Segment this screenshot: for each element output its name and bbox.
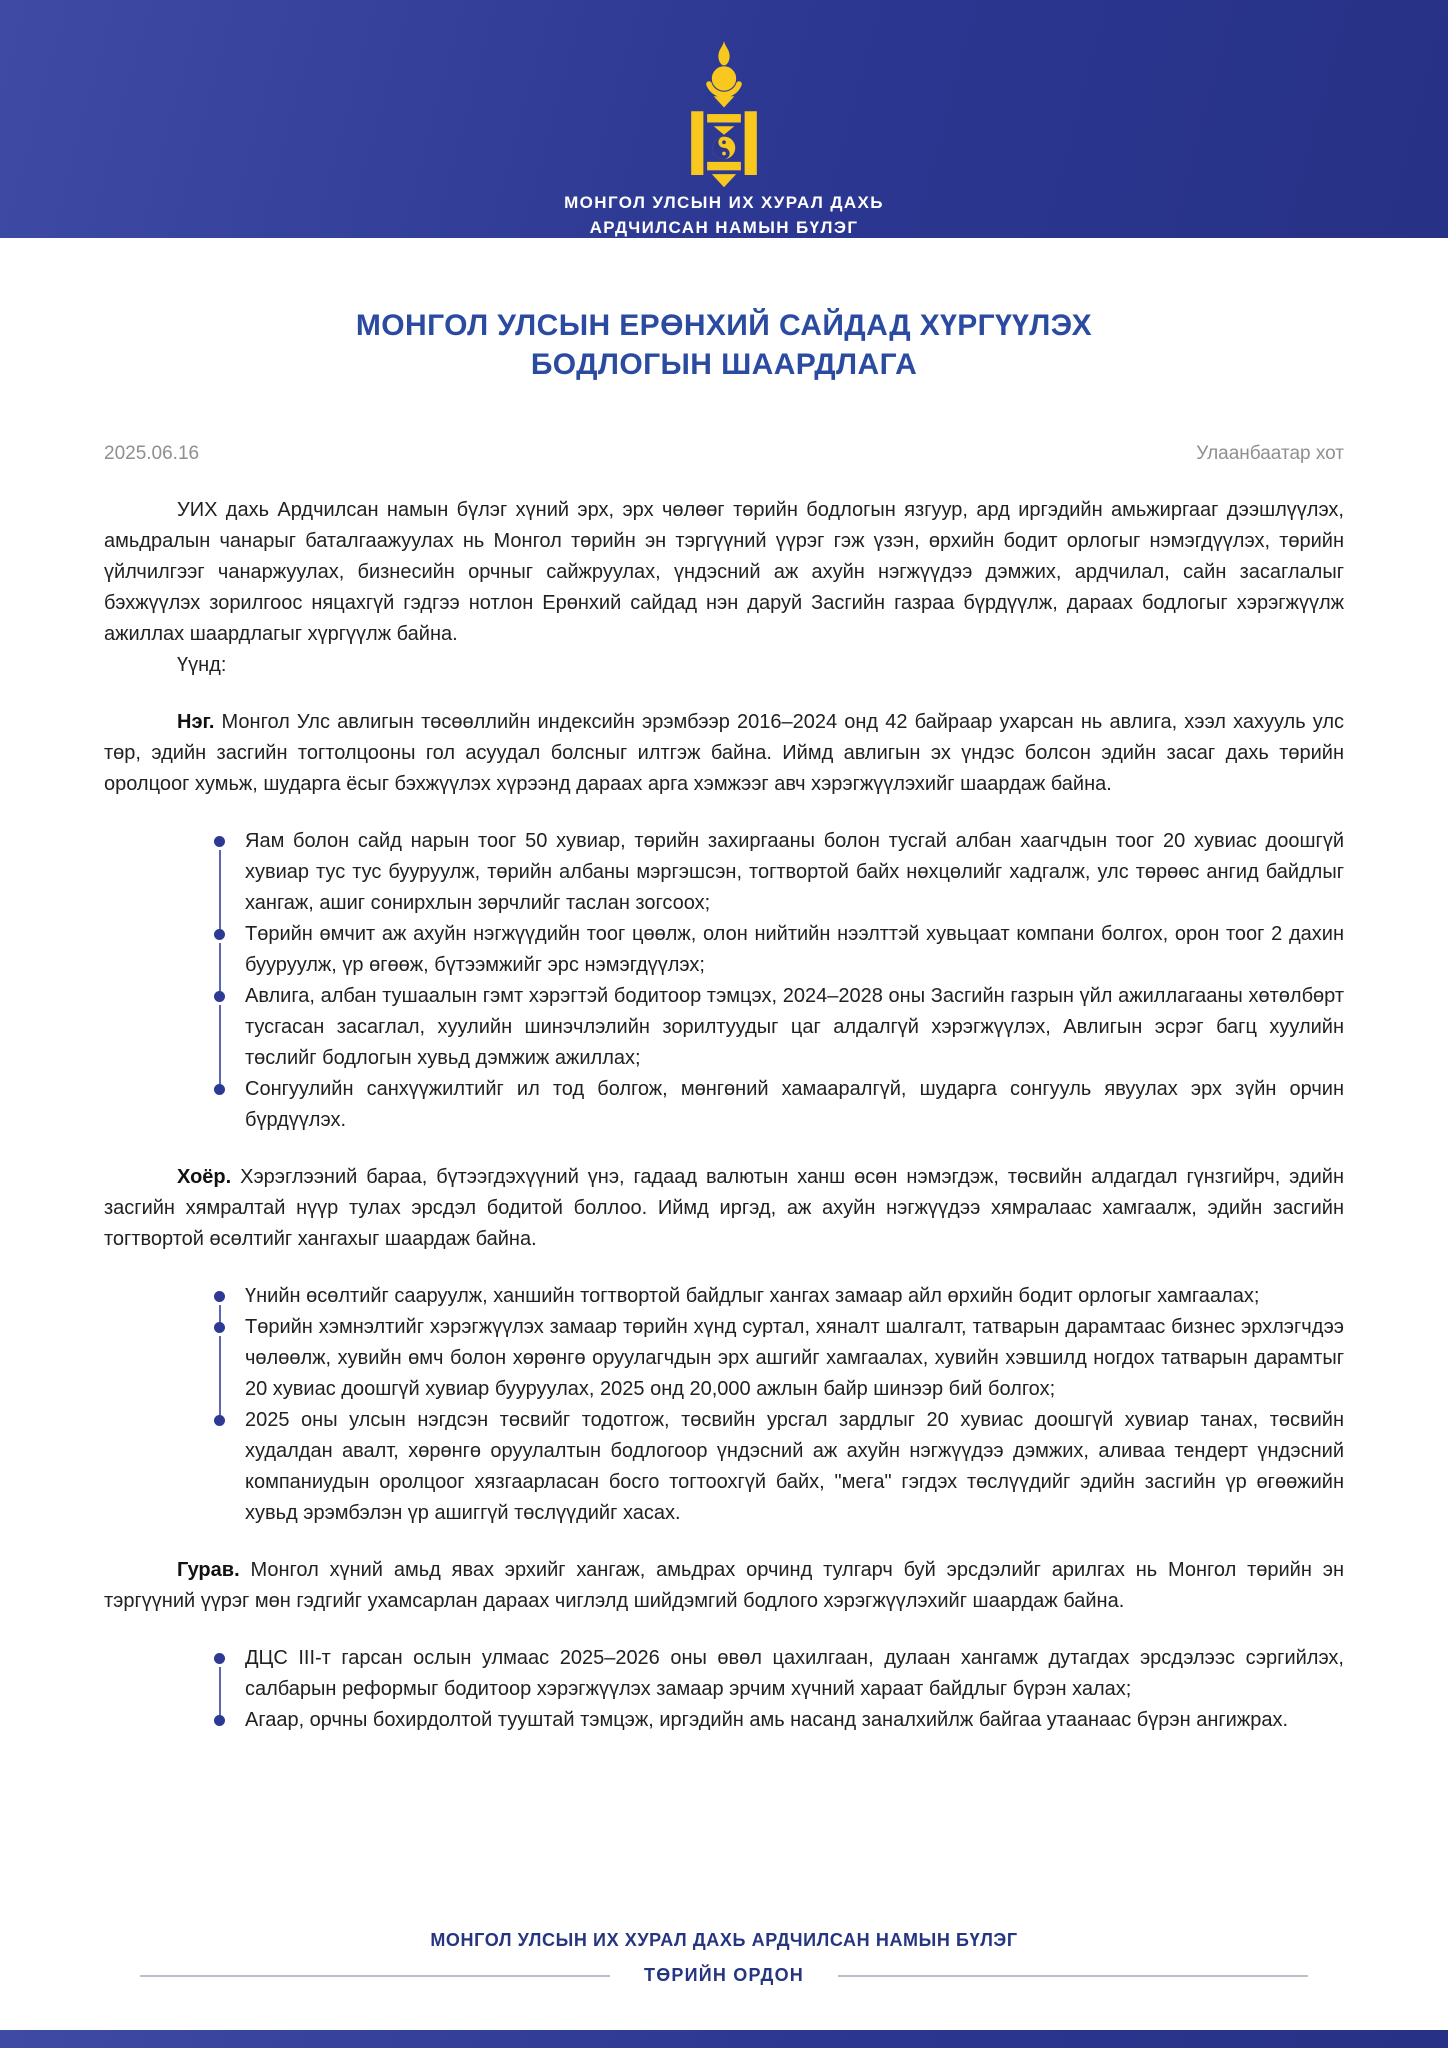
document-date: 2025.06.16 (104, 443, 200, 464)
intro-paragraph (104, 495, 1344, 650)
document-body (0, 438, 1448, 1736)
bottom-band (0, 2030, 1448, 2048)
document-footer (0, 1930, 1448, 1986)
section-two-text: Хэрэглээний бараа, бүтээгдэхүүний үнэ, гадаад валютын ханш өсөн нэмэгдэж, төсвийн алдагдал гүнзгийрч, эдийн засгийн хямралтай нүүр тулах эрсдэл бодитой боллоо. Иймд иргэд, аж ахуйн нэгжүүдээ хямралаас хамгаалж, эдийн засгийн тогтвортой өсөлтийг хангахыг шаардаж байна. (104, 1166, 1344, 1250)
footer-rule-left (140, 1975, 610, 1977)
list-item: Агаар, орчны бохирдолтой тууштай тэмцэж, иргэдийн амь насанд заналхийлж байгаа утаанаас бүрэн ангижрах. (214, 1705, 1344, 1736)
page-title-line1: МОНГОЛ УЛСЫН ЕРӨНХИЙ САЙДАД ХҮРГҮҮЛЭХ (355, 309, 1093, 342)
list-item: Сонгуулийн санхүүжилтийг ил тод болгож, мөнгөний хамааралгүй, шударга сонгууль явуулах эрх зүйн орчин бүрдүүлэх. (214, 1074, 1344, 1136)
section-two-paragraph (104, 1162, 1344, 1255)
header-band (0, 0, 1448, 238)
list-item: Төрийн хэмнэлтийг хэрэгжүүлэх замаар төрийн хүнд суртал, хяналт шалгалт, татварын дарамтаас бизнес эрхлэгчдээ чөлөөлж, хувийн өмч болон хөрөнгө оруулагчдын эрх ашгийг хамгаалах, хувийн хэвшилд ногдох татварын дарамтыг 20 хувиас доошгүй хувиар бууруулах, 2025 онд 20,000 ажлын байр шинээр бий болгох; (214, 1312, 1344, 1405)
footer-org-line: МОНГОЛ УЛСЫН ИХ ХУРАЛ ДАХЬ АРДЧИЛСАН НАМЫН БҮЛЭГ (430, 1930, 1018, 1950)
section-two-bullet-list (214, 1281, 1344, 1529)
page-title (0, 306, 1448, 384)
section-three-lead: Гурав. (177, 1559, 240, 1581)
document-city: Улаанбаатар хот (1196, 443, 1344, 464)
list-item: 2025 оны улсын нэгдсэн төсвийг тодотгож, төсвийн урсгал зардлыг 20 хувиас доошгүй хувиар танах, төсвийн худалдан авалт, хөрөнгө оруулалтын бодлогоор үндэсний аж ахуйн нэгжүүдээ дэмжих, аливаа тендерт үндэсний компаниудын оролцоог хязгаарласан босго тогтоохгүй байх, "мега" гэгдэх төслүүдийг эдийн засгийн үр өгөөжийн хувьд эрэмбэлэн үр ашиггүй төслүүдийг хасах. (214, 1405, 1344, 1529)
page-title-line2: БОДЛОГЫН ШААРДЛАГА (530, 348, 918, 381)
list-item: ДЦС III-т гарсан ослын улмаас 2025–2026 оны өвөл цахилгаан, дулаан хангамж дутагдах эрсдэлээс сэргийлэх, салбарын реформыг бодитоор хэрэгжүүлэх замаар эрчим хүчний хараат байдлыг бүрэн халах; (214, 1643, 1344, 1705)
section-three-bullet-list (214, 1643, 1344, 1736)
section-one-lead: Нэг. (177, 711, 215, 733)
list-item: Авлига, албан тушаалын гэмт хэрэгтэй бодитоор тэмцэх, 2024–2028 оны Засгийн газрын үйл ажиллагааны хөтөлбөрт тусгасан засаглал, хуулийн шинэчлэлийн зорилтуудыг цаг алдалгүй хэрэгжүүлэх, Авлигын эсрэг багц хуулийн төслийг бодлогын хувьд дэмжиж ажиллах; (214, 981, 1344, 1074)
list-item: Төрийн өмчит аж ахуйн нэгжүүдийн тоог цөөлж, олон нийтийн нээлттэй хувьцаат компани болгох, орон тоог 2 дахин бууруулж, үр өгөөж, бүтээмжийг эрс нэмэгдүүлэх; (214, 919, 1344, 981)
list-item: Яам болон сайд нарын тоог 50 хувиар, төрийн захиргааны болон тусгай албан хаагчдын тоог 20 хувиас доошгүй хувиар тус тус бууруулж, төрийн албаны мэргэшсэн, тогтвортой байх нөхцөлийг хадгалж, улс төрөөс ангид байдлыг хангаж, ашиг сонирхлын зөрчлийг таслан зогсоох; (214, 826, 1344, 919)
section-one-bullet-list (214, 826, 1344, 1136)
intro-und-label: Үүнд: (177, 654, 227, 676)
section-two-lead: Хоёр. (177, 1166, 232, 1188)
section-three-text: Монгол хүний амьд явах эрхийг хангаж, амьдрах орчинд тулгарч буй эрсдэлийг арилгах нь Монгол төрийн эн тэргүүний үүрэг мөн гэдгийг ухамсарлан дараах чиглэлд шийдэмгий бодлого хэрэгжүүлэхийг шаардаж байна. (104, 1559, 1344, 1612)
header-org-line1: МОНГОЛ УЛСЫН ИХ ХУРАЛ ДАХЬ (564, 193, 884, 212)
section-one-paragraph (104, 707, 1344, 800)
section-three-paragraph (104, 1555, 1344, 1617)
footer-rule-row (0, 1965, 1448, 1986)
list-item: Үнийн өсөлтийг сааруулж, ханшийн тогтвортой байдлыг хангах замаар айл өрхийн бодит орлогыг хамгаалах; (214, 1281, 1344, 1312)
footer-location-label: ТӨРИЙН ОРДОН (644, 1965, 804, 1985)
soyombo-emblem-icon (680, 0, 768, 190)
section-one-text: Монгол Улс авлигын төсөөллийн индексийн эрэмбээр 2016–2024 онд 42 байраар ухарсан нь авлига, хээл хахууль улс төр, эдийн засгийн тогтолцооны гол асуудал болсныг илтгэж байна. Иймд авлигын эх үндэс болсон эдийн засаг дахь төрийн оролцоог хумьж, шударга ёсыг бэхжүүлэх хүрээнд дараах арга хэмжээг авч хэрэгжүүлэхийг шаардаж байна. (104, 711, 1344, 795)
header-org-line2: АРДЧИЛСАН НАМЫН БҮЛЭГ (589, 218, 859, 237)
intro-text: УИХ дахь Ардчилсан намын бүлэг хүний эрх, эрх чөлөөг төрийн бодлогын язгуур, ард иргэдийн амьжиргааг дээшлүүлэх, амьдралын чанарыг баталгаажуулах нь Монгол төрийн эн тэргүүний үүрэг гэж үзэн, өрхийн бодит орлогыг нэмэгдүүлэх, төрийн үйлчилгээг чанаржуулах, бизнесийн орчныг сайжруулах, үндэсний аж ахуйн нэгжүүдээ дэмжих, ардчилал, сайн засаглалыг бэхжүүлэх зорилгоос няцахгүй гэдгээ нотлон Ерөнхий сайдад нэн даруй Засгийн газраа бүрдүүлж, дараах бодлогыг хэрэгжүүлж ажиллах шаардлагыг хүргүүлж байна. (104, 499, 1344, 645)
meta-row (104, 438, 1344, 469)
footer-rule-right (838, 1975, 1308, 1977)
